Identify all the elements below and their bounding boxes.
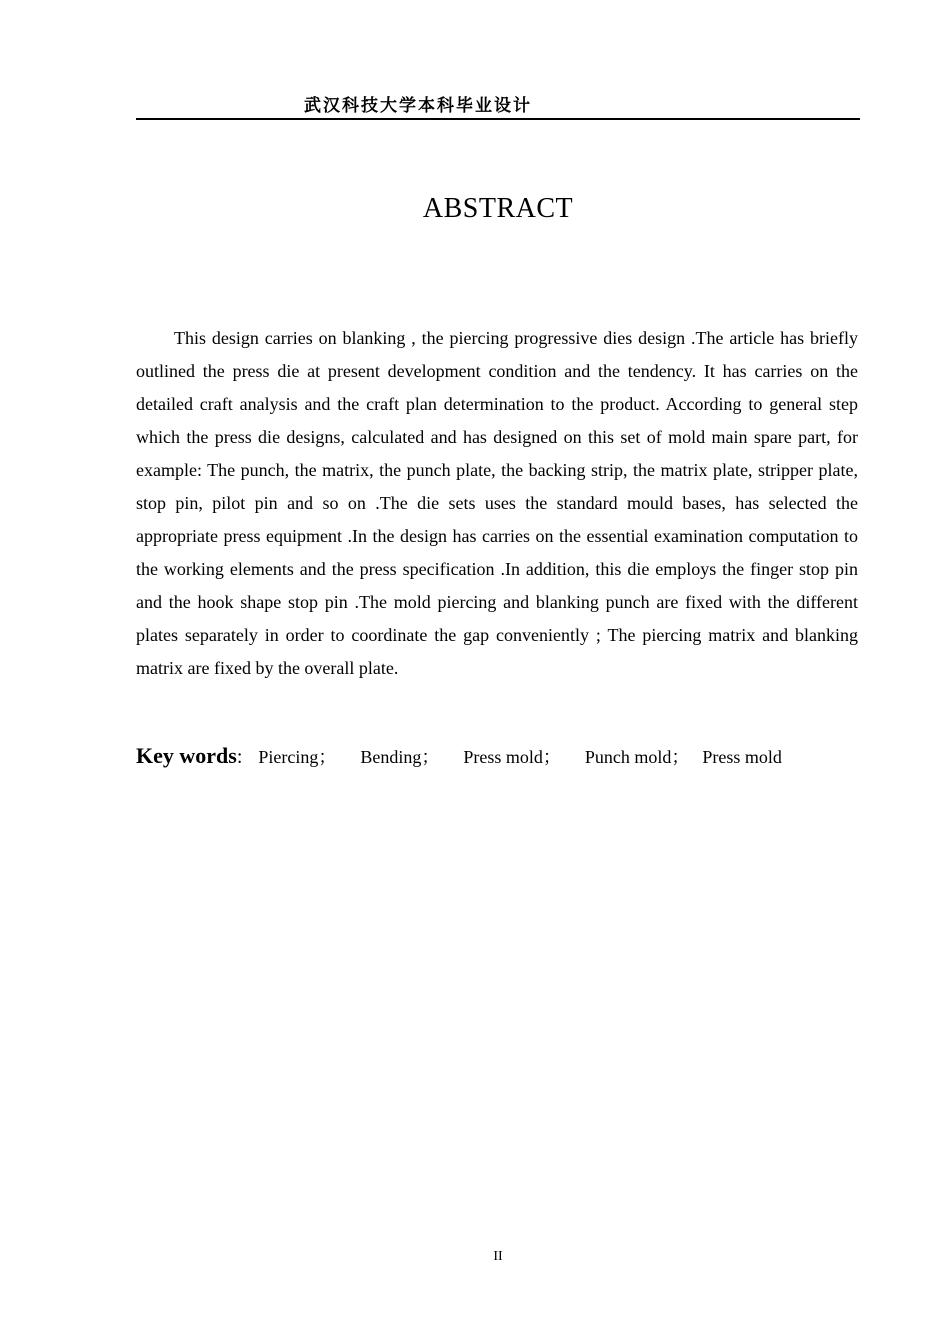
running-header (136, 96, 860, 120)
university-title: 武汉科技大学本科毕业设计 (304, 96, 532, 116)
page-number: II (493, 1249, 503, 1264)
keyword-separator: ； (542, 747, 561, 767)
keywords-label: Key words (136, 743, 237, 768)
keyword-separator: ； (421, 747, 440, 767)
keywords-colon: : (236, 746, 243, 768)
keyword-item: Press mold (702, 747, 782, 767)
keyword-item: Punch mold (584, 747, 672, 767)
abstract-title: ABSTRACT (422, 193, 574, 224)
keyword-item: Press mold (463, 747, 543, 767)
keywords-line (136, 741, 860, 772)
keyword-item: Piercing (258, 747, 319, 767)
keyword-separator: ； (671, 747, 690, 767)
keyword-separator: ； (318, 747, 337, 767)
keyword-item: Bending (360, 747, 422, 767)
abstract-body: This design carries on blanking , the piercing progressive dies design .The article has briefly outlined the press die at present development condition and the tendency. It has carries on the detailed craft analysis and the craft plan determination to the product. According to general step which the press die designs, calculated and has designed on this set of mold main spare part, for example: The punch, the matrix, the punch plate, the backing strip, the matrix plate, stripper plate, stop pin, pilot pin and so on .The die sets uses the standard mould bases, has selected the appropriate press equipment .In the design has carries on the essential examination computation to the working elements and the press specification .In addition, this die employs the finger stop pin and the hook shape stop pin .The mold piercing and blanking punch are fixed with the different plates separately in order to coordinate the gap conveniently ; The piercing matrix and blanking matrix are fixed by the overall plate. (136, 328, 858, 678)
